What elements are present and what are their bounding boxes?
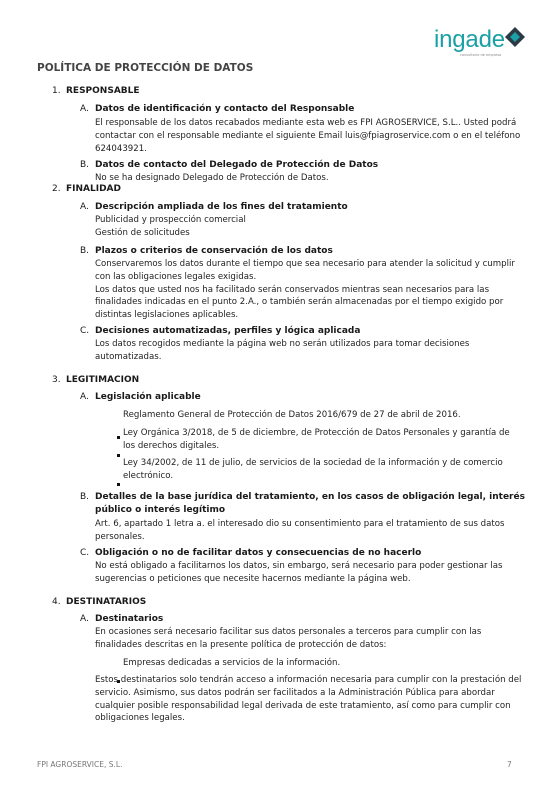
section-title-legitimacion: LEGITIMACION bbox=[66, 375, 140, 385]
sub-title: Datos de identificación y contacto del Responsable bbox=[95, 104, 355, 114]
bullet-marker bbox=[117, 483, 120, 486]
text-line: En ocasiones será necesario facilitar sus datos personales a terceros para cumplir con las bbox=[95, 627, 482, 637]
text-line: Gestión de solicitudes bbox=[95, 227, 190, 238]
text-line: Los datos recogidos mediante la página web no serán utilizados para tomar decisiones bbox=[95, 339, 470, 349]
sub-title: Descripción ampliada de los fines del tratamiento bbox=[95, 202, 348, 212]
bullet-marker bbox=[117, 454, 120, 457]
ingade-logo bbox=[434, 26, 529, 60]
sub-letter: A. bbox=[80, 614, 89, 624]
footer-company: FPI AGROSERVICE, S.L. bbox=[37, 760, 123, 769]
section-title-responsable: RESPONSABLE bbox=[66, 86, 140, 96]
text-line: Publicidad y prospección comercial bbox=[95, 215, 246, 225]
page-number: 7 bbox=[507, 760, 512, 769]
text-line: obligaciones legales. bbox=[95, 713, 185, 724]
text-line: Reglamento General de Protección de Datos 2016/679 de 27 de abril de 2016. bbox=[123, 410, 461, 420]
sub-letter: B. bbox=[80, 492, 90, 502]
sub-letter: A. bbox=[80, 202, 89, 212]
text-line: finalidades descritas en la presente política de protección de datos: bbox=[95, 639, 387, 650]
section-number: 4. bbox=[52, 597, 61, 607]
sub-title: Plazos o criterios de conservación de los datos bbox=[95, 246, 333, 256]
text-line: No se ha designado Delegado de Protección de Datos. bbox=[95, 173, 329, 183]
sub-title: Decisiones automatizadas, perfiles y lógica aplicada bbox=[95, 326, 361, 336]
logo-diamond-icon bbox=[504, 26, 526, 48]
page-title: POLÍTICA DE PROTECCIÓN DE DATOS bbox=[37, 62, 254, 74]
text-line: servicio. Asimismo, sus datos podrán ser facilitados a la Administración Pública para abordar bbox=[95, 687, 495, 698]
section-number: 1. bbox=[52, 86, 61, 96]
text-line: los derechos digitales. bbox=[123, 440, 220, 451]
sub-letter: C. bbox=[80, 326, 90, 336]
sub-title: Legislación aplicable bbox=[95, 392, 201, 402]
sub-title: Obligación o no de facilitar datos y consecuencias de no hacerlo bbox=[95, 548, 422, 558]
bullet-marker bbox=[117, 436, 120, 439]
text-line: 624043921. bbox=[95, 143, 147, 154]
text-line: finalidades indicadas en el punto 2.A., o también serán almacenadas por el tiempo exigido por bbox=[95, 297, 504, 308]
text-line: Ley 34/2002, de 11 de julio, de servicios de la sociedad de la información y de comercio bbox=[123, 458, 503, 468]
section-number: 3. bbox=[52, 375, 61, 385]
text-line: Art. 6, apartado 1 letra a. el interesado dio su consentimiento para el tratamiento de sus datos bbox=[95, 519, 505, 529]
sub-letter: B. bbox=[80, 160, 90, 170]
sub-letter: B. bbox=[80, 246, 90, 256]
sub-letter: C. bbox=[80, 548, 90, 558]
sub-title: Destinatarios bbox=[95, 614, 164, 624]
text-line: distintas legislaciones aplicables. bbox=[95, 310, 239, 321]
text-line: personales. bbox=[95, 531, 145, 542]
sub-title: Detalles de la base jurídica del tratamiento, en los casos de obligación legal, interés bbox=[95, 492, 525, 502]
text-line: No está obligado a facilitarnos los datos, sin embargo, será necesario para poder gestionar las bbox=[95, 561, 503, 571]
text-line: automatizadas. bbox=[95, 351, 162, 362]
text-line: electrónico. bbox=[123, 470, 174, 481]
sub-title: Datos de contacto del Delegado de Protección de Datos bbox=[95, 160, 379, 170]
section-title-destinatarios: DESTINATARIOS bbox=[66, 597, 147, 607]
text-line: Conservaremos los datos durante el tiempo que sea necesario para atender la solicitud y cumplir bbox=[95, 259, 515, 269]
text-line: Estos destinatarios solo tendrán acceso a información necesaria para cumplir con la prestación del bbox=[95, 675, 522, 685]
section-title-finalidad: FINALIDAD bbox=[66, 184, 121, 194]
sub-letter: A. bbox=[80, 104, 89, 114]
sub-letter: A. bbox=[80, 392, 89, 402]
logo-wordmark: ingade bbox=[434, 26, 505, 53]
text-line: sugerencias o peticiones que necesite hacernos mediante la página web. bbox=[95, 573, 411, 584]
sub-title-continued: público o interés legítimo bbox=[95, 505, 226, 515]
text-line: Los datos que usted nos ha facilitado serán conservados mientras sean necesarios para las bbox=[95, 284, 490, 295]
text-line: Ley Orgánica 3/2018, de 5 de diciembre, de Protección de Datos Personales y garantía de bbox=[123, 428, 510, 438]
logo-tagline: consultoría de empresa bbox=[460, 53, 502, 57]
text-line: con las obligaciones legales exigidas. bbox=[95, 271, 257, 282]
text-line: El responsable de los datos recabados mediante esta web es FPI AGROSERVICE, S.L.. Usted podrá bbox=[95, 118, 517, 128]
section-number: 2. bbox=[52, 184, 61, 194]
text-line: Empresas dedicadas a servicios de la información. bbox=[123, 658, 341, 668]
text-line: cualquier posible responsabilidad legal derivada de este tratamiento, así como para cumplir con bbox=[95, 700, 511, 711]
text-line: contactar con el responsable mediante el siguiente Email luis@fpiagroservice.com o en el teléfono bbox=[95, 130, 521, 141]
